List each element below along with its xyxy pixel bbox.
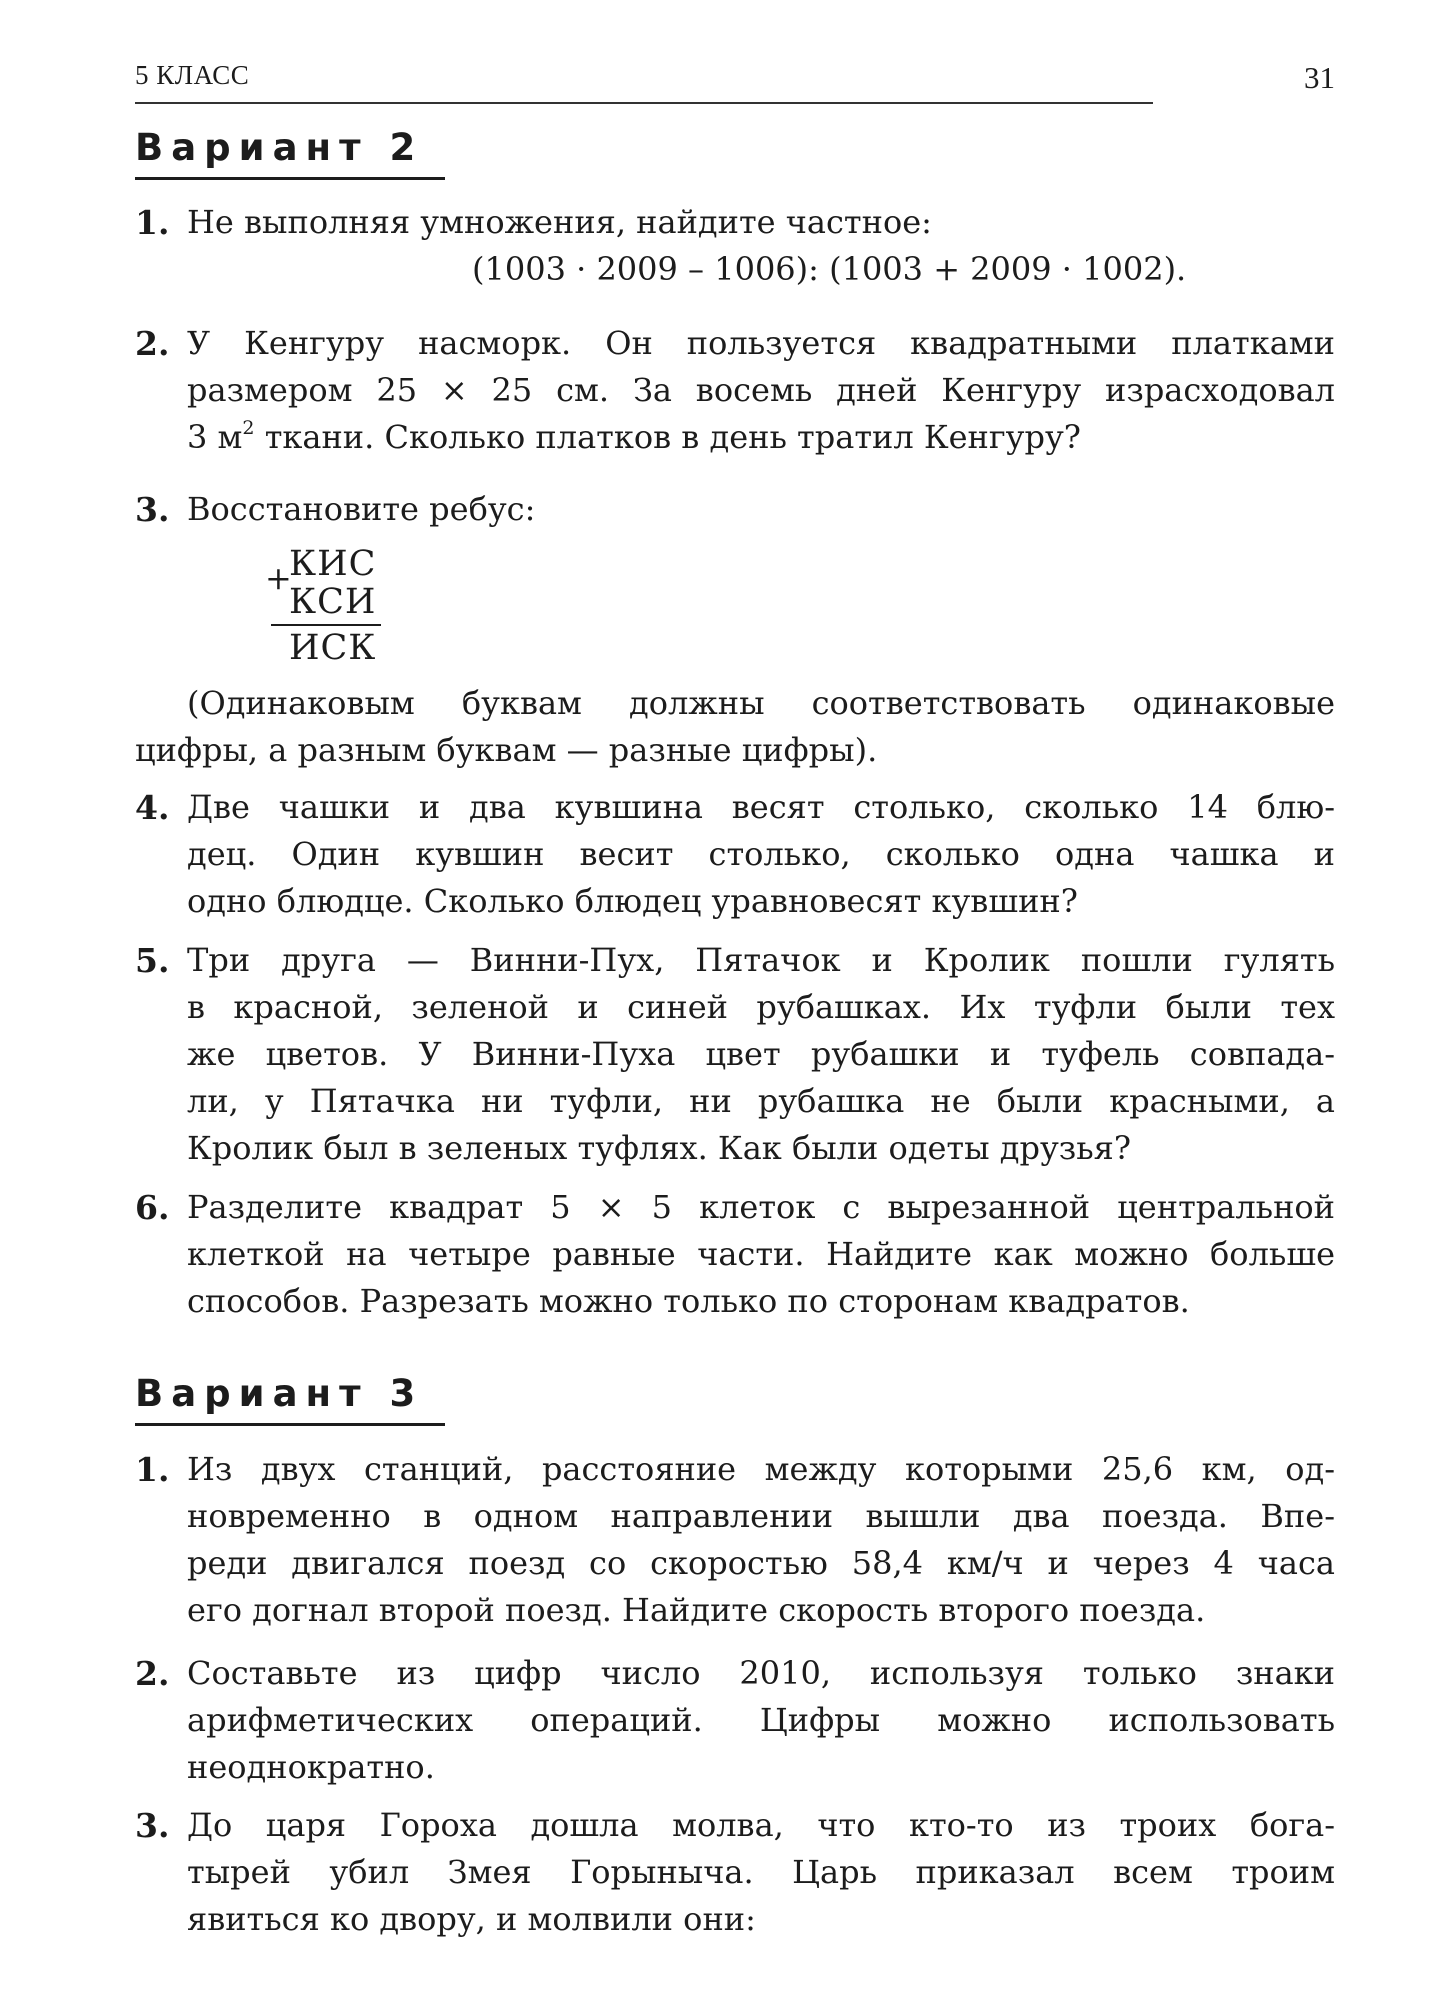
problem-text-line: дец. Один кувшин весит столько, сколько одна чашка и xyxy=(187,835,1335,873)
problem-text-line: же цветов. У Винни-Пуха цвет рубашки и туфель совпада- xyxy=(187,1035,1335,1073)
problem-text-line: новременно в одном направлении вышли два поезда. Впе- xyxy=(187,1497,1335,1535)
note-line: (Одинаковым буквам должны соответствовать одинаковые xyxy=(187,684,1335,722)
problem-text-line: Кролик был в зеленых туфлях. Как были одеты друзья? xyxy=(187,1129,1131,1167)
problem-text-line: способов. Разрезать можно только по сторонам квадратов. xyxy=(187,1282,1190,1320)
problem-number: 2. xyxy=(135,1654,170,1693)
note-line: цифры, а разным буквам — разные цифры). xyxy=(135,731,878,769)
problem-text-line: До царя Гороха дошла молва, что кто-то из троих бога- xyxy=(187,1806,1335,1844)
problem-number: 5. xyxy=(135,941,170,980)
problem-text-line: клеткой на четыре равные части. Найдите как можно больше xyxy=(187,1235,1335,1273)
superscript: 2 xyxy=(242,417,255,439)
problem-text-line: Не выполняя умножения, найдите частное: xyxy=(187,203,932,241)
variant-3-heading: Вариант 3 xyxy=(135,1372,445,1426)
problem-text-line: ли, у Пятачка ни туфли, ни рубашка не были красными, а xyxy=(187,1082,1335,1120)
page-number: 31 xyxy=(1304,60,1335,95)
rebus-sum: ИСК xyxy=(289,628,377,668)
header-rule xyxy=(135,102,1153,104)
problem-text-line: Разделите квадрат 5 × 5 клеток с вырезанной центральной xyxy=(187,1188,1335,1226)
problem-text-fragment: ткани. Сколько платков в день тратил Кенгуру? xyxy=(254,418,1081,456)
problem-text-line: Три друга — Винни-Пух, Пятачок и Кролик пошли гулять xyxy=(187,941,1335,979)
problem-number: 3. xyxy=(135,490,170,529)
problem-text-line: Из двух станций, расстояние между которыми 25,6 км, од- xyxy=(187,1450,1335,1488)
problem-text-line: реди двигался поезд со скоростью 58,4 км/ч и через 4 часа xyxy=(187,1544,1335,1582)
formula-line: (1003 · 2009 – 1006): (1003 + 2009 · 1002). xyxy=(472,250,1187,288)
problem-text-line: арифметических операций. Цифры можно использовать xyxy=(187,1701,1335,1739)
problem-number: 1. xyxy=(135,203,170,242)
problem-text-line: одно блюдце. Сколько блюдец уравновесят кувшин? xyxy=(187,882,1078,920)
problem-text-line: Две чашки и два кувшина весят столько, сколько 14 блю- xyxy=(187,788,1335,826)
plus-sign: + xyxy=(265,559,292,597)
problem-number: 1. xyxy=(135,1450,170,1489)
problem-text-line: явиться ко двору, и молвили они: xyxy=(187,1900,756,1938)
problem-text-line: Составьте из цифр число 2010, используя только знаки xyxy=(187,1654,1335,1692)
problem-number: 4. xyxy=(135,788,170,827)
problem-text-line: У Кенгуру насморк. Он пользуется квадратными платками xyxy=(187,324,1335,362)
problem-text-line: в красной, зеленой и синей рубашках. Их туфли были тех xyxy=(187,988,1335,1026)
rebus-addend-1: КИС xyxy=(289,544,377,584)
variant-2-heading: Вариант 2 xyxy=(135,126,445,180)
rebus-addend-2: КСИ xyxy=(289,582,377,622)
problem-text-line: размером 25 × 25 см. За восемь дней Кенгуру израсходовал xyxy=(187,371,1335,409)
sum-line xyxy=(271,624,381,626)
problem-text-line: его догнал второй поезд. Найдите скорость второго поезда. xyxy=(187,1591,1206,1629)
problem-number: 3. xyxy=(135,1806,170,1845)
problem-text-line: тырей убил Змея Горыныча. Царь приказал всем троим xyxy=(187,1853,1335,1891)
problem-text-line: Восстановите ребус: xyxy=(187,490,536,528)
class-label: 5 КЛАСС xyxy=(135,60,250,90)
rebus-note xyxy=(135,680,1335,774)
problem-number: 2. xyxy=(135,324,170,363)
area-unit: 3 м xyxy=(187,418,243,456)
problem-text-line: неоднократно. xyxy=(187,1748,435,1786)
problem-number: 6. xyxy=(135,1188,170,1227)
running-header xyxy=(135,60,1335,100)
problem-text-line xyxy=(187,414,1335,461)
rebus xyxy=(265,544,395,669)
